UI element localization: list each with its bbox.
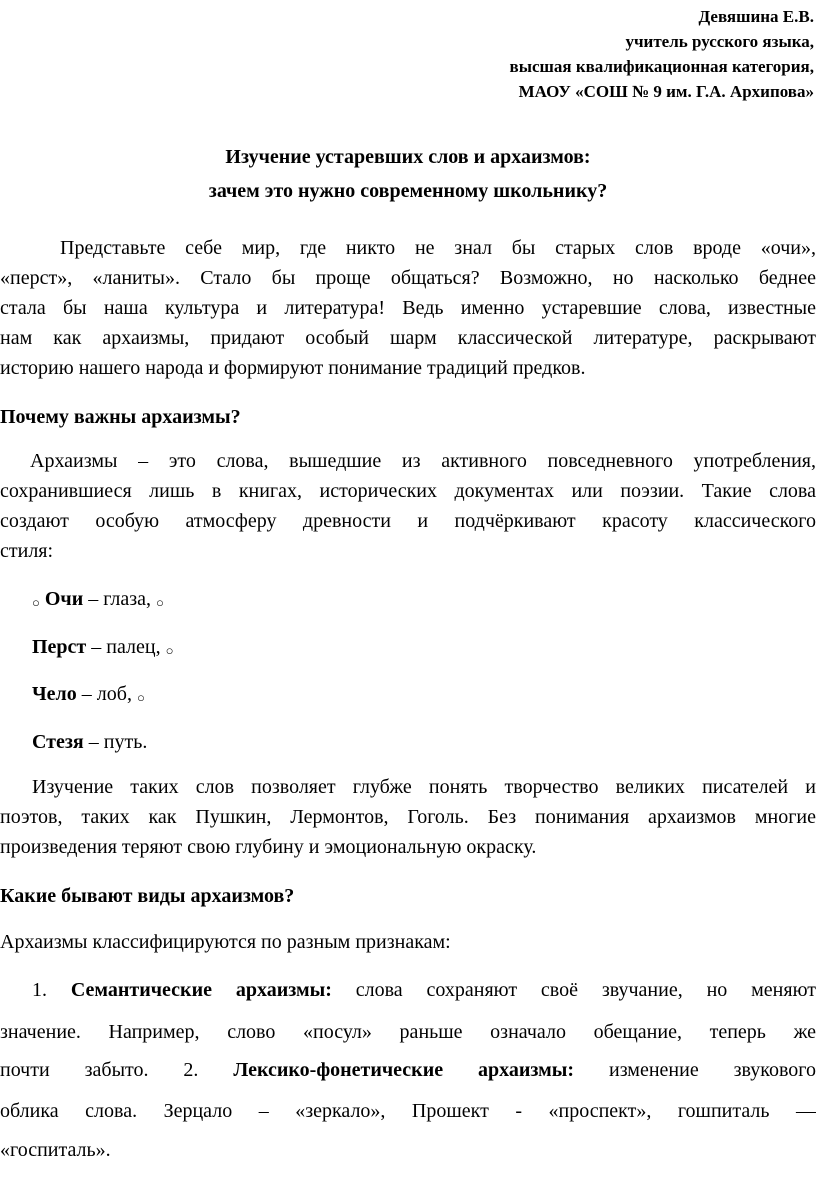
list-item [32,584,164,616]
study-line: произведения теряют свою глубину и эмоциональную окраску. [0,836,537,858]
author-role: учитель русского языка, [625,32,814,51]
types-line: «госпиталь». [0,1139,111,1161]
circle-bullet-icon: ○ [165,643,174,658]
types-line [0,1055,816,1085]
definition: – палец, [86,636,161,658]
intro-line: историю нашего народа и формируют понимание традиций предков. [0,357,586,379]
definition: – путь. [83,731,148,753]
intro-line: стала бы наша культура и литература! Ведь именно устаревшие слова, известные [0,297,816,319]
title-line-2: зачем это нужно современному школьнику? [208,180,608,202]
list-item [32,679,145,711]
types-intro: Архаизмы классифицируются по разным признакам: [0,931,451,953]
author-school: МАОУ «СОШ № 9 им. Г.А. Архипова» [518,82,814,101]
archaisms-definition-paragraph [0,446,816,566]
page-title [0,140,816,208]
definition: – лоб, [76,683,132,705]
section-heading-importance: Почему важны архаизмы? [0,406,241,428]
definition-line: стиля: [0,540,54,562]
list-item [32,727,147,757]
types-line [0,975,816,1005]
term: Лексико-фонетические архаизмы: [233,1059,575,1081]
definition-line: Архаизмы – это слова, вышедшие из активного повседневного употребления, [30,450,816,472]
term: Чело [32,683,77,705]
circle-bullet-icon: ○ [136,690,145,705]
circle-bullet-icon: ○ [156,595,164,610]
author-block [510,4,814,104]
intro-line: «перст», «ланиты». Стало бы проще общаться? Возможно, но насколько беднее [0,267,816,289]
study-line: Изучение таких слов позволяет глубже понять творчество великих писателей и [32,776,816,798]
author-category: высшая квалификационная категория, [509,57,814,76]
types-text: изменение звукового [574,1059,816,1081]
list-item [32,632,173,664]
intro-line: Представьте себе мир, где никто не знал бы старых слов вроде «очи», [60,237,816,259]
study-paragraph [0,772,816,862]
intro-line: нам как архаизмы, придают особый шарм классической литературе, раскрывают [0,327,816,349]
term: Семантические архаизмы: [70,979,332,1001]
study-line: поэтов, таких как Пушкин, Лермонтов, Гоголь. Без понимания архаизмов многие [0,806,816,828]
term: Стезя [32,731,84,753]
list-number: 1. [32,979,47,1001]
intro-paragraph [0,233,816,383]
section-heading-types: Какие бывают виды архаизмов? [0,885,295,907]
title-line-1: Изучение устаревших слов и архаизмов: [225,146,591,168]
definition: – глаза, [83,588,152,610]
types-line: значение. Например, слово «посул» раньше означало обещание, теперь же [0,1021,816,1043]
types-line: облика слова. Зерцало – «зеркало», Прошект - «проспект», гошпиталь — [0,1100,816,1122]
definition-line: создают особую атмосферу древности и подчёркивают красоту классического [0,510,816,532]
definition-line: сохранившиеся лишь в книгах, исторических документах или поэзии. Такие слова [0,480,816,502]
term: Очи [44,588,84,610]
author-name: Девяшина Е.В. [698,7,814,26]
term: Перст [32,636,87,658]
types-text: почти забыто. 2. [0,1059,199,1081]
types-text: слова сохраняют своё звучание, но меняют [331,979,816,1001]
circle-bullet-icon: ○ [32,595,40,610]
